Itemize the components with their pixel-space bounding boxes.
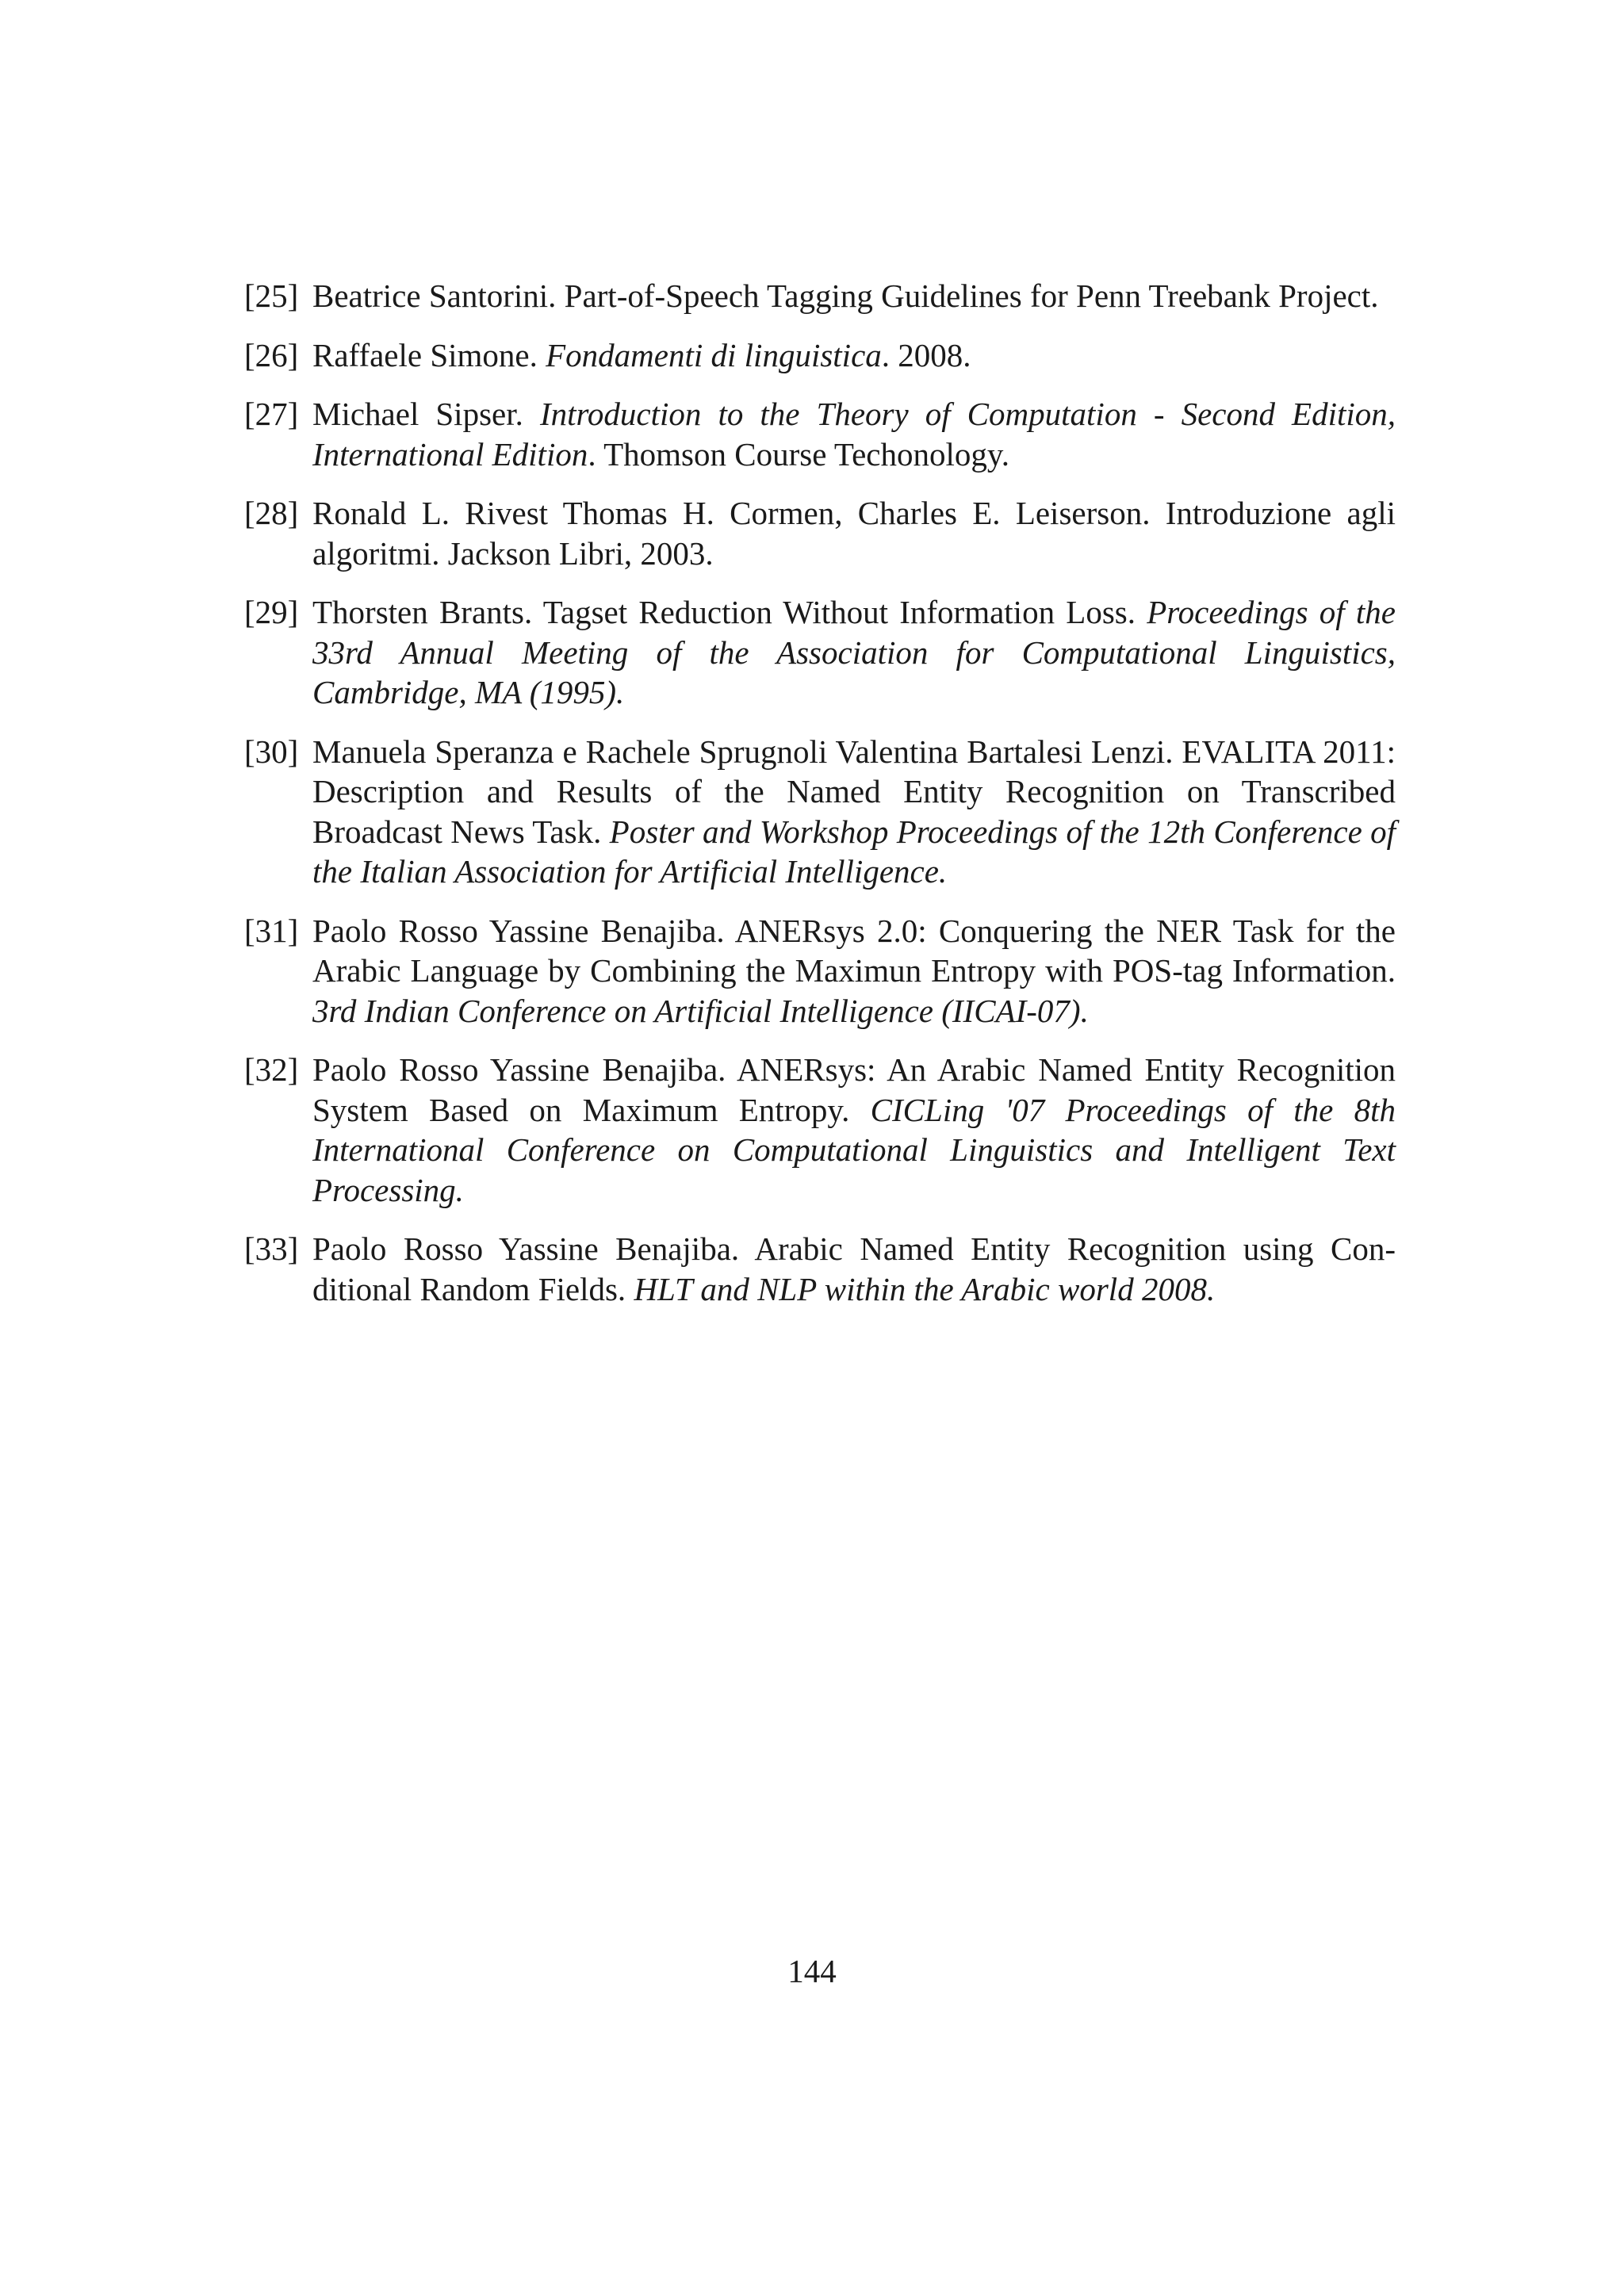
reference-entry (244, 1229, 1396, 1309)
reference-source-italic: 3rd Indian Conference on Artificial Intelligence (IICAI-07). (312, 992, 1089, 1029)
reference-text (312, 495, 1396, 572)
reference-label: [29] (244, 594, 299, 630)
reference-source-italic: Poster and Workshop Proceedings of the 12th Conference of the Italian Association for Artificial Intelligence. (312, 813, 1396, 890)
reference-text-segment: Ronald L. Rivest Thomas H. Cormen, Charles E. Leiserson. Introduzione agli algoritmi. Jackson Libri, 2003. (312, 495, 1396, 572)
reference-text-segment: Beatrice Santorini. Part-of-Speech Tagging Guidelines for Penn Treebank Project. (312, 277, 1379, 314)
reference-entry (244, 911, 1396, 1031)
reference-entry (244, 493, 1396, 573)
reference-label: [30] (244, 733, 299, 770)
reference-source-italic: Introduction to the Theory of Computation - Second Edition, International Edition (312, 396, 1396, 473)
reference-label: [33] (244, 1230, 299, 1267)
reference-text-segment: Paolo Rosso Yassine Benajiba. ANERsys: An Arabic Named Entity Recognition System Based on Maximum Entropy. (312, 1051, 1396, 1128)
reference-text-segment: Manuela Speranza e Rachele Sprugnoli Valentina Bartalesi Lenzi. EVALITA 2011: Description and Results of the Named Entity Recognition on Transcribed Broadcast News Task. (312, 733, 1396, 850)
reference-label: [28] (244, 495, 299, 531)
reference-entry (244, 276, 1396, 316)
reference-label: [31] (244, 912, 299, 949)
reference-text-segment: Raffaele Simone. (312, 336, 546, 373)
reference-text (312, 1051, 1396, 1208)
reference-source-italic: CICLing '07 Proceedings of the 8th International Conference on Computational Linguistics and Intelligent Text Processing. (312, 1091, 1396, 1208)
reference-text (312, 277, 1379, 314)
reference-text (312, 337, 971, 373)
reference-text-segment: . Thomson Course Techonology. (588, 435, 1009, 473)
reference-entry (244, 394, 1396, 474)
page-number: 144 (787, 1953, 837, 1989)
reference-label: [26] (244, 336, 299, 373)
reference-label: [25] (244, 277, 299, 314)
reference-text-segment: . 2008. (881, 336, 971, 373)
reference-text (312, 733, 1396, 890)
reference-entry (244, 592, 1396, 713)
reference-entry (244, 335, 1396, 376)
reference-source-italic: Fondamenti di linguistica (546, 336, 882, 373)
reference-text (312, 594, 1396, 710)
bibliography-list (244, 276, 1396, 1328)
reference-text-segment: Michael Sipser. (312, 396, 540, 432)
reference-label: [32] (244, 1051, 299, 1088)
reference-entry (244, 1050, 1396, 1210)
reference-source-italic: HLT and NLP within the Arabic world 2008. (634, 1270, 1216, 1307)
reference-text-segment: Thorsten Brants. Tagset Reduction Without Information Loss. (312, 594, 1147, 630)
reference-source-italic: Proceedings of the 33rd Annual Meeting of the Association for Computational Linguistics, Cambridge, MA (1995). (312, 594, 1396, 710)
reference-text (312, 913, 1396, 1029)
reference-entry (244, 732, 1396, 892)
reference-text-segment: Paolo Rosso Yassine Benajiba. ANERsys 2.0: Conquering the NER Task for the Arabic Language by Combining the Maximun Entropy with POS-tag Information. (312, 912, 1396, 989)
reference-text (312, 396, 1396, 473)
reference-text (312, 1230, 1396, 1307)
reference-text-segment: Paolo Rosso Yassine Benajiba. Arabic Named Entity Recognition using Conditional Random Fields. (312, 1230, 1396, 1307)
reference-label: [27] (244, 396, 299, 432)
